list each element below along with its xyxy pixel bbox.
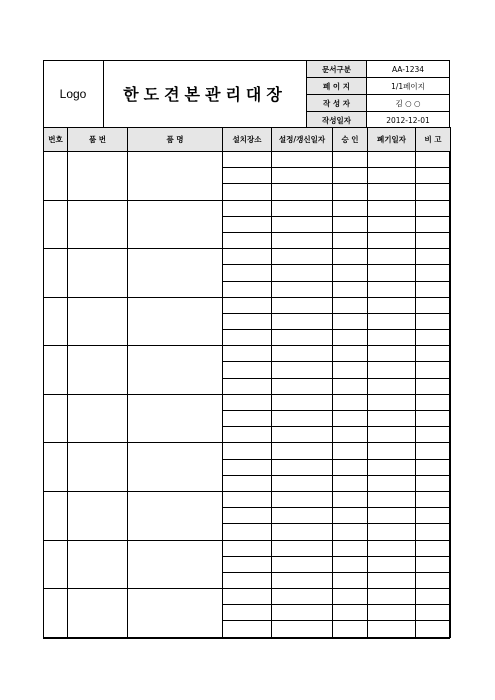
cell-remarks[interactable] <box>416 524 451 540</box>
cell-approval[interactable] <box>333 346 368 362</box>
meta-row <box>307 95 450 112</box>
cell-location[interactable] <box>223 313 272 329</box>
cell-update-date[interactable] <box>272 232 333 248</box>
table-row <box>44 200 451 216</box>
cell-part-name[interactable] <box>128 540 223 589</box>
cell-approval[interactable] <box>333 249 368 265</box>
cell-number[interactable] <box>44 394 68 443</box>
cell-part-name[interactable] <box>128 297 223 346</box>
cell-number[interactable] <box>44 491 68 540</box>
cell-part-name[interactable] <box>128 443 223 492</box>
header-row <box>44 128 451 152</box>
cell-location[interactable] <box>223 168 272 184</box>
cell-location[interactable] <box>223 232 272 248</box>
meta-row <box>307 61 450 78</box>
cell-location[interactable] <box>223 330 272 346</box>
cell-remarks[interactable] <box>416 362 451 378</box>
cell-remarks[interactable] <box>416 556 451 572</box>
cell-remarks[interactable] <box>416 281 451 297</box>
cell-approval[interactable] <box>333 605 368 621</box>
meta-label-author: 작 성 자 <box>307 95 367 112</box>
table-row <box>44 297 451 313</box>
cell-update-date[interactable] <box>272 524 333 540</box>
cell-disposal-date[interactable] <box>368 394 416 410</box>
cell-location[interactable] <box>223 475 272 491</box>
cell-part-number[interactable] <box>68 394 128 443</box>
cell-location[interactable] <box>223 184 272 200</box>
cell-location[interactable] <box>223 265 272 281</box>
cell-location[interactable] <box>223 572 272 588</box>
cell-remarks[interactable] <box>416 427 451 443</box>
cell-update-date[interactable] <box>272 540 333 556</box>
cell-disposal-date[interactable] <box>368 168 416 184</box>
meta-value-page: 1/1페이지 <box>367 78 450 95</box>
cell-part-number[interactable] <box>68 297 128 346</box>
cell-update-date[interactable] <box>272 605 333 621</box>
cell-update-date[interactable] <box>272 281 333 297</box>
cell-disposal-date[interactable] <box>368 443 416 459</box>
table-row <box>44 443 451 459</box>
cell-update-date[interactable] <box>272 362 333 378</box>
cell-update-date[interactable] <box>272 621 333 637</box>
table-row <box>44 491 451 507</box>
cell-remarks[interactable] <box>416 394 451 410</box>
cell-approval[interactable] <box>333 313 368 329</box>
cell-update-date[interactable] <box>272 508 333 524</box>
cell-update-date[interactable] <box>272 589 333 605</box>
cell-disposal-date[interactable] <box>368 330 416 346</box>
cell-part-number[interactable] <box>68 249 128 298</box>
cell-approval[interactable] <box>333 184 368 200</box>
cell-remarks[interactable] <box>416 297 451 313</box>
cell-remarks[interactable] <box>416 605 451 621</box>
cell-number[interactable] <box>44 443 68 492</box>
cell-disposal-date[interactable] <box>368 362 416 378</box>
cell-location[interactable] <box>223 427 272 443</box>
cell-update-date[interactable] <box>272 556 333 572</box>
cell-location[interactable] <box>223 281 272 297</box>
cell-update-date[interactable] <box>272 459 333 475</box>
table-row <box>44 589 451 605</box>
cell-approval[interactable] <box>333 200 368 216</box>
cell-remarks[interactable] <box>416 443 451 459</box>
header-number: 번호 <box>44 128 68 152</box>
cell-part-name[interactable] <box>128 589 223 638</box>
cell-location[interactable] <box>223 378 272 394</box>
cell-location[interactable] <box>223 394 272 410</box>
table-row <box>44 346 451 362</box>
cell-approval[interactable] <box>333 378 368 394</box>
cell-part-name[interactable] <box>128 249 223 298</box>
cell-approval[interactable] <box>333 524 368 540</box>
cell-disposal-date[interactable] <box>368 459 416 475</box>
cell-location[interactable] <box>223 491 272 507</box>
meta-row <box>307 112 450 129</box>
register-body <box>44 152 451 638</box>
document-info-table <box>306 60 450 129</box>
cell-number[interactable] <box>44 540 68 589</box>
cell-location[interactable] <box>223 589 272 605</box>
cell-approval[interactable] <box>333 265 368 281</box>
cell-part-name[interactable] <box>128 200 223 249</box>
cell-location[interactable] <box>223 362 272 378</box>
cell-update-date[interactable] <box>272 411 333 427</box>
cell-remarks[interactable] <box>416 475 451 491</box>
cell-approval[interactable] <box>333 330 368 346</box>
cell-remarks[interactable] <box>416 265 451 281</box>
cell-approval[interactable] <box>333 362 368 378</box>
document-title: 한도견본관리대장 <box>123 85 287 104</box>
cell-location[interactable] <box>223 411 272 427</box>
header-remarks: 비 고 <box>416 128 451 152</box>
cell-update-date[interactable] <box>272 313 333 329</box>
cell-part-name[interactable] <box>128 394 223 443</box>
cell-approval[interactable] <box>333 394 368 410</box>
cell-remarks[interactable] <box>416 378 451 394</box>
cell-location[interactable] <box>223 216 272 232</box>
cell-number[interactable] <box>44 152 68 201</box>
cell-remarks[interactable] <box>416 232 451 248</box>
cell-remarks[interactable] <box>416 168 451 184</box>
cell-disposal-date[interactable] <box>368 200 416 216</box>
cell-approval[interactable] <box>333 508 368 524</box>
header-part-number: 품 번 <box>68 128 128 152</box>
cell-update-date[interactable] <box>272 427 333 443</box>
cell-remarks[interactable] <box>416 313 451 329</box>
cell-location[interactable] <box>223 200 272 216</box>
cell-disposal-date[interactable] <box>368 589 416 605</box>
cell-update-date[interactable] <box>272 378 333 394</box>
cell-part-name[interactable] <box>128 491 223 540</box>
cell-update-date[interactable] <box>272 297 333 313</box>
cell-update-date[interactable] <box>272 475 333 491</box>
cell-approval[interactable] <box>333 297 368 313</box>
cell-remarks[interactable] <box>416 508 451 524</box>
cell-disposal-date[interactable] <box>368 475 416 491</box>
cell-location[interactable] <box>223 346 272 362</box>
cell-approval[interactable] <box>333 152 368 168</box>
cell-part-number[interactable] <box>68 443 128 492</box>
cell-location[interactable] <box>223 152 272 168</box>
cell-disposal-date[interactable] <box>368 556 416 572</box>
cell-disposal-date[interactable] <box>368 265 416 281</box>
cell-disposal-date[interactable] <box>368 184 416 200</box>
cell-approval[interactable] <box>333 443 368 459</box>
table-row <box>44 394 451 410</box>
cell-remarks[interactable] <box>416 540 451 556</box>
meta-label-page: 페 이 지 <box>307 78 367 95</box>
header-disposal-date: 폐기일자 <box>368 128 416 152</box>
cell-remarks[interactable] <box>416 411 451 427</box>
cell-update-date[interactable] <box>272 346 333 362</box>
cell-approval[interactable] <box>333 232 368 248</box>
cell-disposal-date[interactable] <box>368 427 416 443</box>
cell-part-number[interactable] <box>68 200 128 249</box>
cell-location[interactable] <box>223 540 272 556</box>
cell-part-name[interactable] <box>128 152 223 201</box>
cell-disposal-date[interactable] <box>368 346 416 362</box>
cell-update-date[interactable] <box>272 216 333 232</box>
cell-part-number[interactable] <box>68 540 128 589</box>
cell-approval[interactable] <box>333 589 368 605</box>
table-row <box>44 540 451 556</box>
cell-update-date[interactable] <box>272 443 333 459</box>
logo-text: Logo <box>59 86 87 101</box>
cell-update-date[interactable] <box>272 491 333 507</box>
cell-approval[interactable] <box>333 411 368 427</box>
cell-update-date[interactable] <box>272 249 333 265</box>
meta-value-date: 2012-12-01 <box>367 112 450 129</box>
cell-part-number[interactable] <box>68 589 128 638</box>
cell-number[interactable] <box>44 297 68 346</box>
cell-disposal-date[interactable] <box>368 152 416 168</box>
cell-location[interactable] <box>223 443 272 459</box>
cell-part-number[interactable] <box>68 346 128 395</box>
cell-location[interactable] <box>223 508 272 524</box>
cell-disposal-date[interactable] <box>368 572 416 588</box>
cell-disposal-date[interactable] <box>368 508 416 524</box>
header-part-name: 품 명 <box>128 128 223 152</box>
meta-label-doc-type: 문서구분 <box>307 61 367 78</box>
cell-remarks[interactable] <box>416 249 451 265</box>
cell-update-date[interactable] <box>272 152 333 168</box>
cell-remarks[interactable] <box>416 589 451 605</box>
cell-approval[interactable] <box>333 572 368 588</box>
cell-approval[interactable] <box>333 540 368 556</box>
cell-part-number[interactable] <box>68 491 128 540</box>
meta-value-author: 김 ○ ○ <box>367 95 450 112</box>
table-row <box>44 152 451 168</box>
cell-location[interactable] <box>223 524 272 540</box>
cell-remarks[interactable] <box>416 491 451 507</box>
cell-remarks[interactable] <box>416 346 451 362</box>
meta-value-doc-type: AA-1234 <box>367 61 450 78</box>
meta-label-date: 작성일자 <box>307 112 367 129</box>
cell-approval[interactable] <box>333 621 368 637</box>
cell-disposal-date[interactable] <box>368 621 416 637</box>
cell-disposal-date[interactable] <box>368 281 416 297</box>
cell-update-date[interactable] <box>272 200 333 216</box>
cell-remarks[interactable] <box>416 621 451 637</box>
logo <box>43 60 104 127</box>
cell-part-name[interactable] <box>128 346 223 395</box>
cell-remarks[interactable] <box>416 216 451 232</box>
cell-number[interactable] <box>44 249 68 298</box>
cell-disposal-date[interactable] <box>368 411 416 427</box>
table-row <box>44 249 451 265</box>
cell-approval[interactable] <box>333 427 368 443</box>
cell-number[interactable] <box>44 589 68 638</box>
cell-disposal-date[interactable] <box>368 249 416 265</box>
cell-remarks[interactable] <box>416 152 451 168</box>
cell-disposal-date[interactable] <box>368 232 416 248</box>
cell-approval[interactable] <box>333 556 368 572</box>
cell-remarks[interactable] <box>416 200 451 216</box>
cell-number[interactable] <box>44 200 68 249</box>
cell-location[interactable] <box>223 621 272 637</box>
cell-location[interactable] <box>223 459 272 475</box>
cell-approval[interactable] <box>333 475 368 491</box>
cell-disposal-date[interactable] <box>368 216 416 232</box>
cell-location[interactable] <box>223 605 272 621</box>
cell-approval[interactable] <box>333 281 368 297</box>
cell-update-date[interactable] <box>272 330 333 346</box>
cell-disposal-date[interactable] <box>368 605 416 621</box>
header-location: 설치장소 <box>223 128 272 152</box>
cell-remarks[interactable] <box>416 330 451 346</box>
cell-part-number[interactable] <box>68 152 128 201</box>
cell-update-date[interactable] <box>272 265 333 281</box>
sample-register-table <box>43 127 451 638</box>
cell-disposal-date[interactable] <box>368 524 416 540</box>
cell-remarks[interactable] <box>416 184 451 200</box>
header-approval: 승 인 <box>333 128 368 152</box>
cell-remarks[interactable] <box>416 459 451 475</box>
cell-location[interactable] <box>223 556 272 572</box>
cell-update-date[interactable] <box>272 168 333 184</box>
cell-approval[interactable] <box>333 491 368 507</box>
cell-approval[interactable] <box>333 459 368 475</box>
cell-disposal-date[interactable] <box>368 540 416 556</box>
cell-location[interactable] <box>223 249 272 265</box>
meta-row <box>307 78 450 95</box>
cell-number[interactable] <box>44 346 68 395</box>
cell-update-date[interactable] <box>272 394 333 410</box>
cell-location[interactable] <box>223 297 272 313</box>
cell-disposal-date[interactable] <box>368 378 416 394</box>
cell-approval[interactable] <box>333 168 368 184</box>
cell-disposal-date[interactable] <box>368 491 416 507</box>
cell-disposal-date[interactable] <box>368 297 416 313</box>
cell-disposal-date[interactable] <box>368 313 416 329</box>
header-update-date: 설정/갱신일자 <box>272 128 333 152</box>
cell-update-date[interactable] <box>272 184 333 200</box>
cell-update-date[interactable] <box>272 572 333 588</box>
cell-remarks[interactable] <box>416 572 451 588</box>
cell-approval[interactable] <box>333 216 368 232</box>
